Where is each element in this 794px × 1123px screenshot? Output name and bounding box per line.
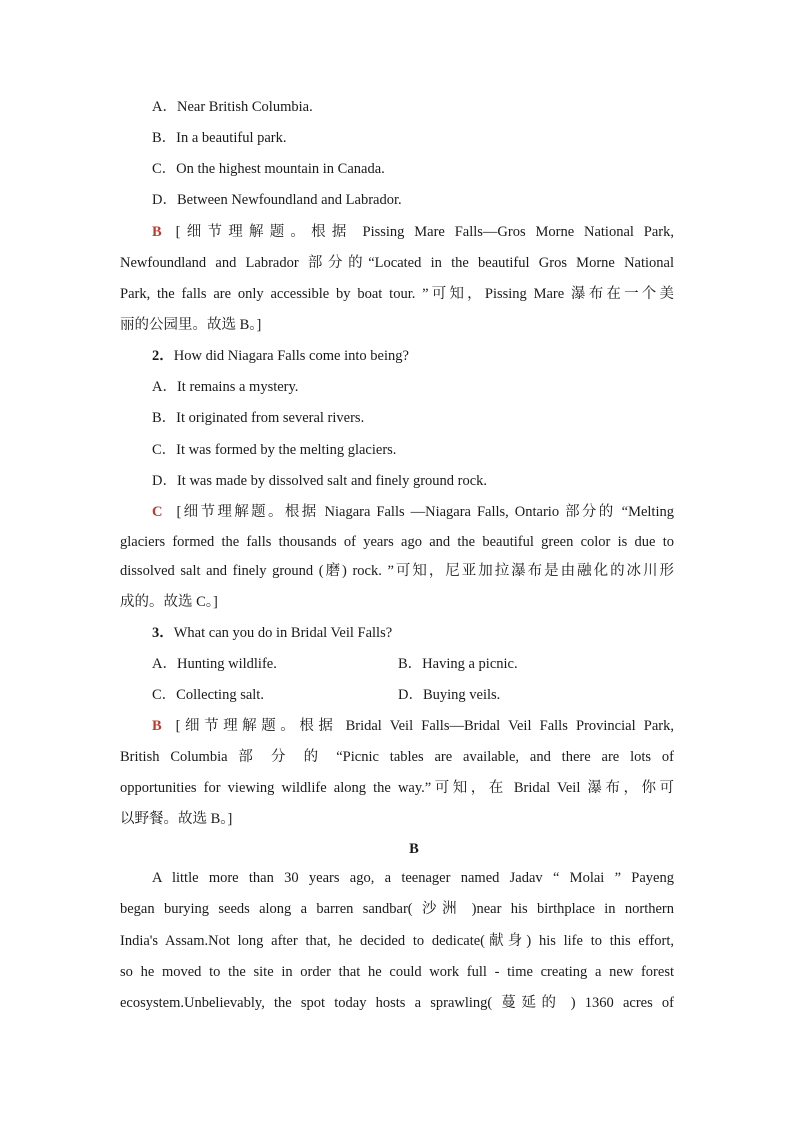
q2-explanation-line: C [细节理解题。根据 Niagara Falls —Niagara Falls, Ontario 部分的 “Melting	[152, 504, 674, 520]
q2-number: 2．	[152, 348, 174, 364]
passage-line: India's Assam.Not long after that, he decided to dedicate(献身) his life to this effort,	[120, 933, 674, 949]
passage-line: A little more than 30 years ago, a teenager named Jadav “ Molai ” Payeng	[152, 870, 674, 886]
q2-option-a: A．It remains a mystery.	[152, 379, 299, 395]
q3-option-c: C．Collecting salt.	[152, 687, 264, 703]
q2-explanation-line: dissolved salt and finely ground (磨) rock. ”可知，尼亚加拉瀑布是由融化的冰川形	[120, 563, 674, 579]
q3-option-a: A．Hunting wildlife.	[152, 656, 277, 672]
passage-line: began burying seeds along a barren sandbar( 沙洲 )near his birthplace in northern	[120, 901, 674, 917]
q3-explanation-line: 以野餐。故选 B。]	[120, 811, 233, 827]
q1-option-a: A．Near British Columbia.	[152, 99, 313, 115]
q3-explanation-line: opportunities for viewing wildlife along the way.”可知，在 Bridal Veil 瀑布，你可	[120, 780, 674, 796]
q3-number: 3．	[152, 625, 174, 641]
q1-explanation-line: Newfoundland and Labrador 部分的“Located in the beautiful Gros Morne National	[120, 255, 674, 271]
q3-explanation-line: British Columbia 部 分 的 “Picnic tables are available, and there are lots of	[120, 749, 674, 765]
q3-explanation-line: B [细节理解题。根据 Bridal Veil Falls—Bridal Veil Falls Provincial Park,	[152, 718, 674, 734]
q2-explanation-line: glaciers formed the falls thousands of years ago and the beautiful green color is due to	[120, 534, 674, 550]
section-b-heading: B	[409, 841, 419, 857]
q3-question: 3．What can you do in Bridal Veil Falls?	[152, 625, 393, 641]
q1-option-d: D．Between Newfoundland and Labrador.	[152, 192, 402, 208]
q2-option-d: D．It was made by dissolved salt and finely ground rock.	[152, 473, 488, 489]
q2-option-b: B．It originated from several rivers.	[152, 410, 365, 426]
passage-line: so he moved to the site in order that he could work full - time creating a new forest	[120, 964, 674, 980]
q3-answer-letter: B	[152, 718, 162, 734]
q3-option-b: B．Having a picnic.	[398, 656, 518, 672]
q1-explanation-line: B [细节理解题。根据 Pissing Mare Falls—Gros Morne National Park,	[152, 224, 674, 240]
q1-option-b: B．In a beautiful park.	[152, 130, 287, 146]
q1-explanation-line: Park, the falls are only accessible by boat tour. ”可知，Pissing Mare 瀑布在一个美	[120, 286, 674, 302]
q2-question: 2．How did Niagara Falls come into being?	[152, 348, 409, 364]
q1-option-c: C．On the highest mountain in Canada.	[152, 161, 385, 177]
q2-answer-letter: C	[152, 504, 163, 520]
q2-explanation-line: 成的。故选 C。]	[120, 594, 218, 610]
q1-explanation-line: 丽的公园里。故选 B。]	[120, 317, 262, 333]
passage-line: ecosystem.Unbelievably, the spot today hosts a sprawling( 蔓延的 ) 1360 acres of	[120, 995, 674, 1011]
q1-answer-letter: B	[152, 224, 162, 240]
q3-option-d: D．Buying veils.	[398, 687, 501, 703]
q2-option-c: C．It was formed by the melting glaciers.	[152, 442, 397, 458]
